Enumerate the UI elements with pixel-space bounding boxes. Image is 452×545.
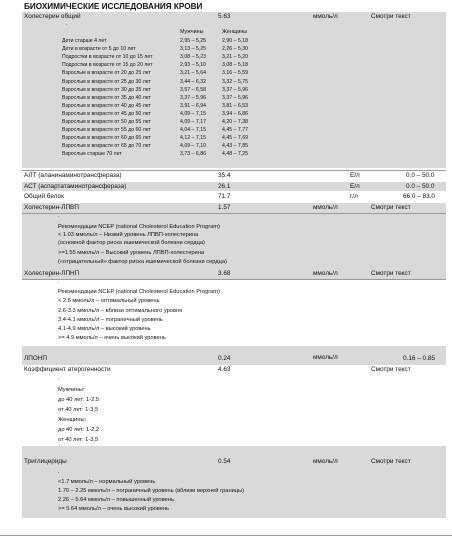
ast-unit: Е/л bbox=[350, 183, 360, 190]
alt-name: АЛТ (аланинаминотрансфераза) bbox=[24, 172, 122, 179]
table-cell-men: 2,95 – 5,25 bbox=[180, 38, 206, 44]
table-row bbox=[62, 135, 302, 142]
table-cell-men: 3,21 – 5,64 bbox=[180, 70, 206, 77]
table-cell-men: 3,91 – 6,94 bbox=[180, 102, 206, 109]
table-cell-women: 4,20 – 7,38 bbox=[222, 119, 248, 125]
table-cell-women: 2,26 – 5,30 bbox=[222, 46, 248, 53]
table-cell-men: 3,08 – 5,23 bbox=[180, 54, 206, 61]
divider bbox=[22, 213, 446, 214]
table-cell-men: 4,09 – 7,17 bbox=[180, 119, 206, 125]
table-row bbox=[62, 87, 302, 94]
report-title: БИОХИМИЧЕСКИЕ ИССЛЕДОВАНИЯ КРОВИ bbox=[24, 2, 203, 11]
divider bbox=[22, 279, 446, 280]
ldl-dot: . bbox=[58, 279, 60, 285]
protein-value: 71.7 bbox=[218, 193, 231, 200]
table-cell-women: 3,37 – 5,96 bbox=[222, 94, 248, 101]
atherogenic-note-1: Мужчины: bbox=[58, 387, 85, 393]
ldl-note-6: >= 4.9 ммоль/л – очень высокий уровень bbox=[58, 335, 166, 341]
table-cell-women: 3,16 – 5,59 bbox=[222, 70, 248, 77]
table-row bbox=[62, 127, 302, 134]
hdl-note-1: Рекомендации NCEP (national Cholesterol Education Program) bbox=[58, 224, 220, 230]
triglycerides-note-2: 1.70 – 2.25 ммоль/л – пограничный уровень (вблизи верхней границы) bbox=[58, 488, 245, 494]
hdl-value: 1.57 bbox=[218, 204, 231, 211]
protein-ref: 66.0 – 83.0 bbox=[403, 193, 435, 200]
table-cell-age: Взрослые старше 70 лет bbox=[62, 151, 122, 158]
table-cell-men: 4,12 – 7,15 bbox=[180, 135, 206, 142]
atherogenic-dot: . bbox=[58, 376, 60, 382]
table-cell-age: Подростки в возрасте от 15 до 20 лет bbox=[62, 62, 153, 69]
ldl-note-3: 2.6-3.3 ммоль/л – вблизи оптимального уровня bbox=[58, 308, 183, 314]
cholesterol-name: Холестерин общий bbox=[24, 13, 81, 20]
alt-unit: Е/л bbox=[350, 172, 360, 179]
table-cell-men: 4,09 – 7,10 bbox=[180, 143, 206, 150]
table-cell-age: Подростки в возрасте от 10 до 15 лет bbox=[62, 54, 153, 61]
table-cell-age: Взрослые в возрасте от 45 до 50 лет bbox=[62, 110, 151, 117]
ast-value: 26.1 bbox=[218, 183, 231, 190]
hdl-note-3: (основной фактор риска ишемической болезни сердца) bbox=[58, 240, 205, 246]
ldl-name: Холестерин-ЛПНП bbox=[24, 270, 80, 277]
cholesterol-ref: Смотри текст bbox=[371, 13, 411, 20]
atherogenic-note-4: Женщины: bbox=[58, 417, 87, 423]
hdl-ref: Смотри текст bbox=[371, 204, 411, 211]
table-cell-women: 3,21 – 5,20 bbox=[222, 54, 248, 61]
table-row bbox=[62, 103, 302, 110]
table-row bbox=[62, 111, 302, 118]
atherogenic-value: 4.63 bbox=[218, 366, 231, 373]
table-cell-women: 4,43 – 7,85 bbox=[222, 143, 248, 150]
vldl-ref: 0.16 – 0.85 bbox=[403, 355, 435, 362]
atherogenic-note-2: до 40 лет: 1-2,5 bbox=[58, 397, 99, 403]
table-cell-age: Взрослые в возрасте от 60 до 65 лет bbox=[62, 135, 151, 142]
table-cell-age: Дети старше 4 лет bbox=[62, 38, 107, 44]
atherogenic-name: Коэффициент атерогенности bbox=[24, 366, 111, 373]
hdl-note-2: < 1.03 ммоль/л – Низкий уровень ЛПВП-холестерина bbox=[58, 232, 199, 238]
ldl-unit: ммоль/л bbox=[313, 270, 338, 277]
vldl-value: 0.24 bbox=[218, 355, 231, 362]
table-row bbox=[62, 79, 302, 86]
table-cell-men: 3,13 – 5,25 bbox=[180, 46, 206, 53]
table-cell-age: Взрослые в возрасте от 30 до 35 лет bbox=[62, 86, 151, 93]
table-cell-women: 4,45 – 7,69 bbox=[222, 135, 248, 142]
table-row bbox=[62, 151, 302, 158]
table-cell-age: Взрослые в возрасте от 65 до 70 лет bbox=[62, 143, 151, 150]
table-cell-age: Взрослые в возрасте от 40 до 45 лет bbox=[62, 102, 151, 109]
bottom-divider bbox=[0, 535, 452, 536]
atherogenic-note-6: от 40 лет: 1-3,5 bbox=[58, 437, 99, 443]
divider bbox=[22, 170, 446, 171]
ldl-note-2: < 2.6 ммоль/л – оптимальный уровень bbox=[58, 298, 160, 304]
triglycerides-value: 0.54 bbox=[218, 458, 231, 465]
header-men: Мужчины bbox=[180, 29, 204, 35]
table-cell-women: 3,08 – 5,18 bbox=[222, 62, 248, 69]
table-cell-age: Взрослые в возрасте от 20 до 25 лет bbox=[62, 70, 151, 77]
cholesterol-dot: . bbox=[66, 21, 68, 27]
table-cell-women: 2,90 – 5,18 bbox=[222, 38, 248, 44]
hdl-unit: ммоль/л bbox=[313, 204, 338, 211]
table-row bbox=[62, 119, 302, 126]
table-cell-women: 3,37 – 5,96 bbox=[222, 86, 248, 93]
table-cell-women: 3,32 – 5,75 bbox=[222, 78, 248, 85]
protein-unit: г/л bbox=[350, 193, 358, 200]
cholesterol-value: 5.63 bbox=[218, 13, 231, 20]
alt-value: 35.4 bbox=[218, 172, 231, 179]
ldl-note-4: 3.4-4.1 ммоль/л – пограничный уровень bbox=[58, 317, 163, 323]
table-row bbox=[62, 46, 302, 53]
vldl-unit: ммоль/л bbox=[313, 354, 338, 361]
table-cell-age: Взрослые в возрасте от 35 до 40 лет bbox=[62, 94, 151, 101]
table-row bbox=[62, 62, 302, 69]
table-row bbox=[62, 143, 302, 150]
triglycerides-dot: . bbox=[58, 469, 60, 475]
table-cell-women: 4,45 – 7,77 bbox=[222, 127, 248, 134]
table-cell-men: 3,57 – 6,58 bbox=[180, 86, 206, 93]
ldl-note-5: 4.1-4.9 ммоль/л – высокий уровень bbox=[58, 326, 151, 332]
table-cell-women: 4,48 – 7,25 bbox=[222, 151, 248, 158]
header-women: Женщины bbox=[222, 29, 248, 35]
table-row bbox=[62, 70, 302, 77]
table-cell-women: 3,94 – 6,86 bbox=[222, 110, 248, 117]
protein-name: Общий белок bbox=[24, 193, 64, 200]
triglycerides-name: Триглицериды bbox=[24, 458, 67, 465]
table-cell-men: 4,09 – 7,15 bbox=[180, 110, 206, 117]
table-cell-men: 3,37 – 5,96 bbox=[180, 94, 206, 101]
table-cell-age: Дети в возрасте от 5 до 10 лет bbox=[62, 46, 136, 53]
ldl-note-1: Рекомендации NCEP (national Cholesterol Education Program) bbox=[58, 289, 220, 295]
vldl-name: ЛПОНП bbox=[24, 355, 47, 362]
atherogenic-note-3: от 40 лет: 1-3,5 bbox=[58, 407, 99, 413]
cholesterol-unit: ммоль/л bbox=[313, 13, 338, 20]
ast-name: АСТ (аспартатаминотрансфераза) bbox=[24, 183, 127, 190]
triglycerides-note-1: <1.7 ммоль/л – нормальный уровень bbox=[58, 479, 156, 485]
atherogenic-ref: Смотри текст bbox=[371, 366, 411, 373]
table-cell-men: 3,73 – 6,86 bbox=[180, 151, 206, 158]
hdl-name: Холестерин-ЛПВП bbox=[24, 204, 79, 211]
table-row bbox=[62, 54, 302, 61]
hdl-dot: . bbox=[58, 213, 60, 219]
ast-ref: 0.0 – 50.0 bbox=[406, 183, 435, 190]
table-cell-age: Взрослые в возрасте от 25 до 30 лет bbox=[62, 78, 151, 85]
ldl-ref: Смотри текст bbox=[371, 270, 411, 277]
table-cell-men: 3,44 – 6,32 bbox=[180, 78, 206, 85]
hdl-note-5: («отрицательный» фактор риска ишемической болезни сердца) bbox=[58, 259, 227, 265]
table-cell-age: Взрослые в возрасте от 55 до 60 лет bbox=[62, 127, 151, 134]
table-row bbox=[62, 95, 302, 102]
triglycerides-note-4: >= 5.64 ммоль/л – очень высокий уровень bbox=[58, 506, 170, 512]
triglycerides-unit: ммоль/л bbox=[313, 458, 338, 465]
table-cell-age: Взрослые в возрасте от 50 до 55 лет bbox=[62, 119, 151, 125]
atherogenic-note-5: до 40 лет: 1-2,2 bbox=[58, 427, 99, 433]
ldl-value: 3.68 bbox=[218, 270, 231, 277]
alt-ref: 0.0 – 50.0 bbox=[406, 172, 435, 179]
vldl-row-bg bbox=[22, 346, 446, 365]
table-cell-women: 3,81 – 6,53 bbox=[222, 102, 248, 109]
table-row bbox=[62, 38, 302, 45]
hdl-note-4: >=1.55 ммоль/л – Высокий уровень ЛПВП-холестерина bbox=[58, 250, 205, 256]
table-cell-men: 4,04 – 7,15 bbox=[180, 127, 206, 134]
table-cell-men: 2,93 – 5,10 bbox=[180, 62, 206, 69]
triglycerides-ref: Смотри текст bbox=[371, 458, 411, 465]
triglycerides-note-3: 2.26 – 5.64 ммоль/л – повышенный уровень bbox=[58, 497, 174, 503]
